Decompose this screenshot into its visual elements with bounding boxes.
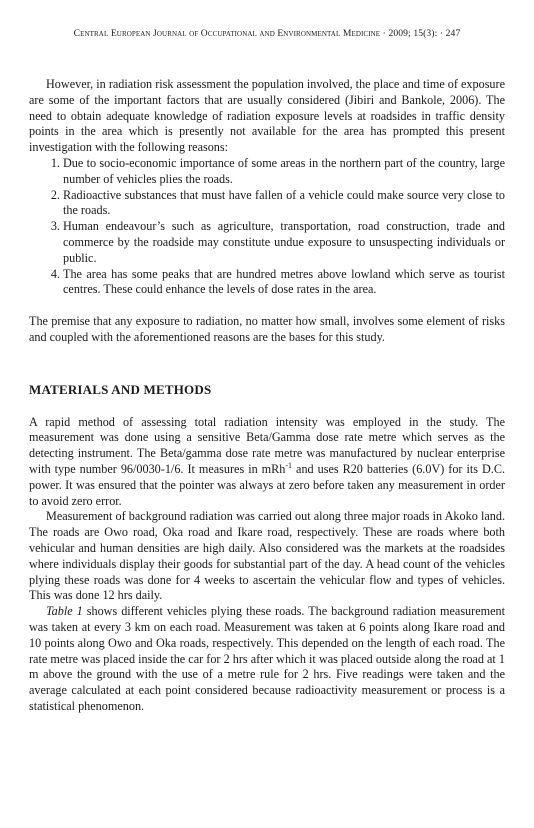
list-item: 4. The area has some peaks that are hundred metres above lowland which serve as tourist centres. These could enhance the levels of dose rates in the area.	[63, 267, 505, 299]
methods-paragraph-1: A rapid method of assessing total radiation intensity was employed in the study. The measurement was done using a sensitive Beta/Gamma dose rate metre which serves as the detecting instrument. The Beta/gamma dose rate metre was manufactured by nuclear enterprise with type number 96/0030-1/6. It measures in mRh$^{-1}$ and uses R20 batteries (6.0V) for its D.C. power. It was ensured that the pointer was always at zero before taken any measurement in order to avoid zero error.	[29, 414, 506, 508]
list-item: 2. Radioactive substances that must have fallen of a vehicle could make source very close to the roads.	[63, 188, 505, 220]
methods-paragraph-3: Table 1 shows different vehicles plying these roads. The background radiation measurement was taken at every 3 km on each road. Measurement was taken at 6 points along Ikare road and 10 points along Owo and Oka roads, respectively. This depended on the length of each road. The rate metre was placed inside the car for 2 hrs after which it was placed outside along the road at 1 m above the ground with the use of a metre rule for 2 hrs. Five readings were taken and the average calculated at each point considered because radioactivity measurement or process is a statistical phenomenon.	[29, 604, 505, 713]
intro-paragraph-2: The premise that any exposure to radiation, no matter how small, involves some element of risks and coupled with the aforementioned reasons are the bases for this study.	[29, 314, 505, 344]
list-item: 3. Human endeavour’s such as agriculture, transportation, road construction, trade and commerce by the roadside may constitute undue exposure to unsuspecting individuals or public.	[63, 219, 505, 266]
article-body	[29, 77, 505, 715]
section-heading: MATERIALS AND METHODS	[29, 381, 212, 397]
methods-paragraph-2: Measurement of background radiation was carried out along three major roads in Akoko land. The roads are Owo road, Oka road and Ikare road, respectively. These are roads where both vehicular and human densities are high daily. Also considered was the markets at the roadsides where individuals display their goods for substantial part of the day. A head count of the vehicles plying these roads was done for 4 weeks to ascertain the vehicular flow and types of vehicles. This was done 12 hrs daily.	[29, 509, 505, 603]
intro-paragraph-1: However, in radiation risk assessment the population involved, the place and time of exposure are some of the important factors that are usually considered (Jibiri and Bankole, 2006). The need to obtain adequate knowledge of radiation exposure levels at roadsides in traffic density points in the area which is presently not available for the area has prompted this present investigation with the following reasons:	[29, 77, 505, 155]
running-header: Central European Journal of Occupational and Environmental Medicine · 2009; 15(3): · 247	[73, 28, 461, 39]
table-reference[interactable]: Table 1	[46, 604, 83, 619]
journal-citation: 2009; 15(3): · 247	[388, 28, 461, 39]
journal-name: Central European Journal of Occupational and Environmental Medicine	[73, 28, 381, 39]
reasons-list	[29, 156, 505, 298]
list-item: 1. Due to socio-economic importance of some areas in the northern part of the country, large number of vehicles plies the roads.	[63, 156, 505, 188]
